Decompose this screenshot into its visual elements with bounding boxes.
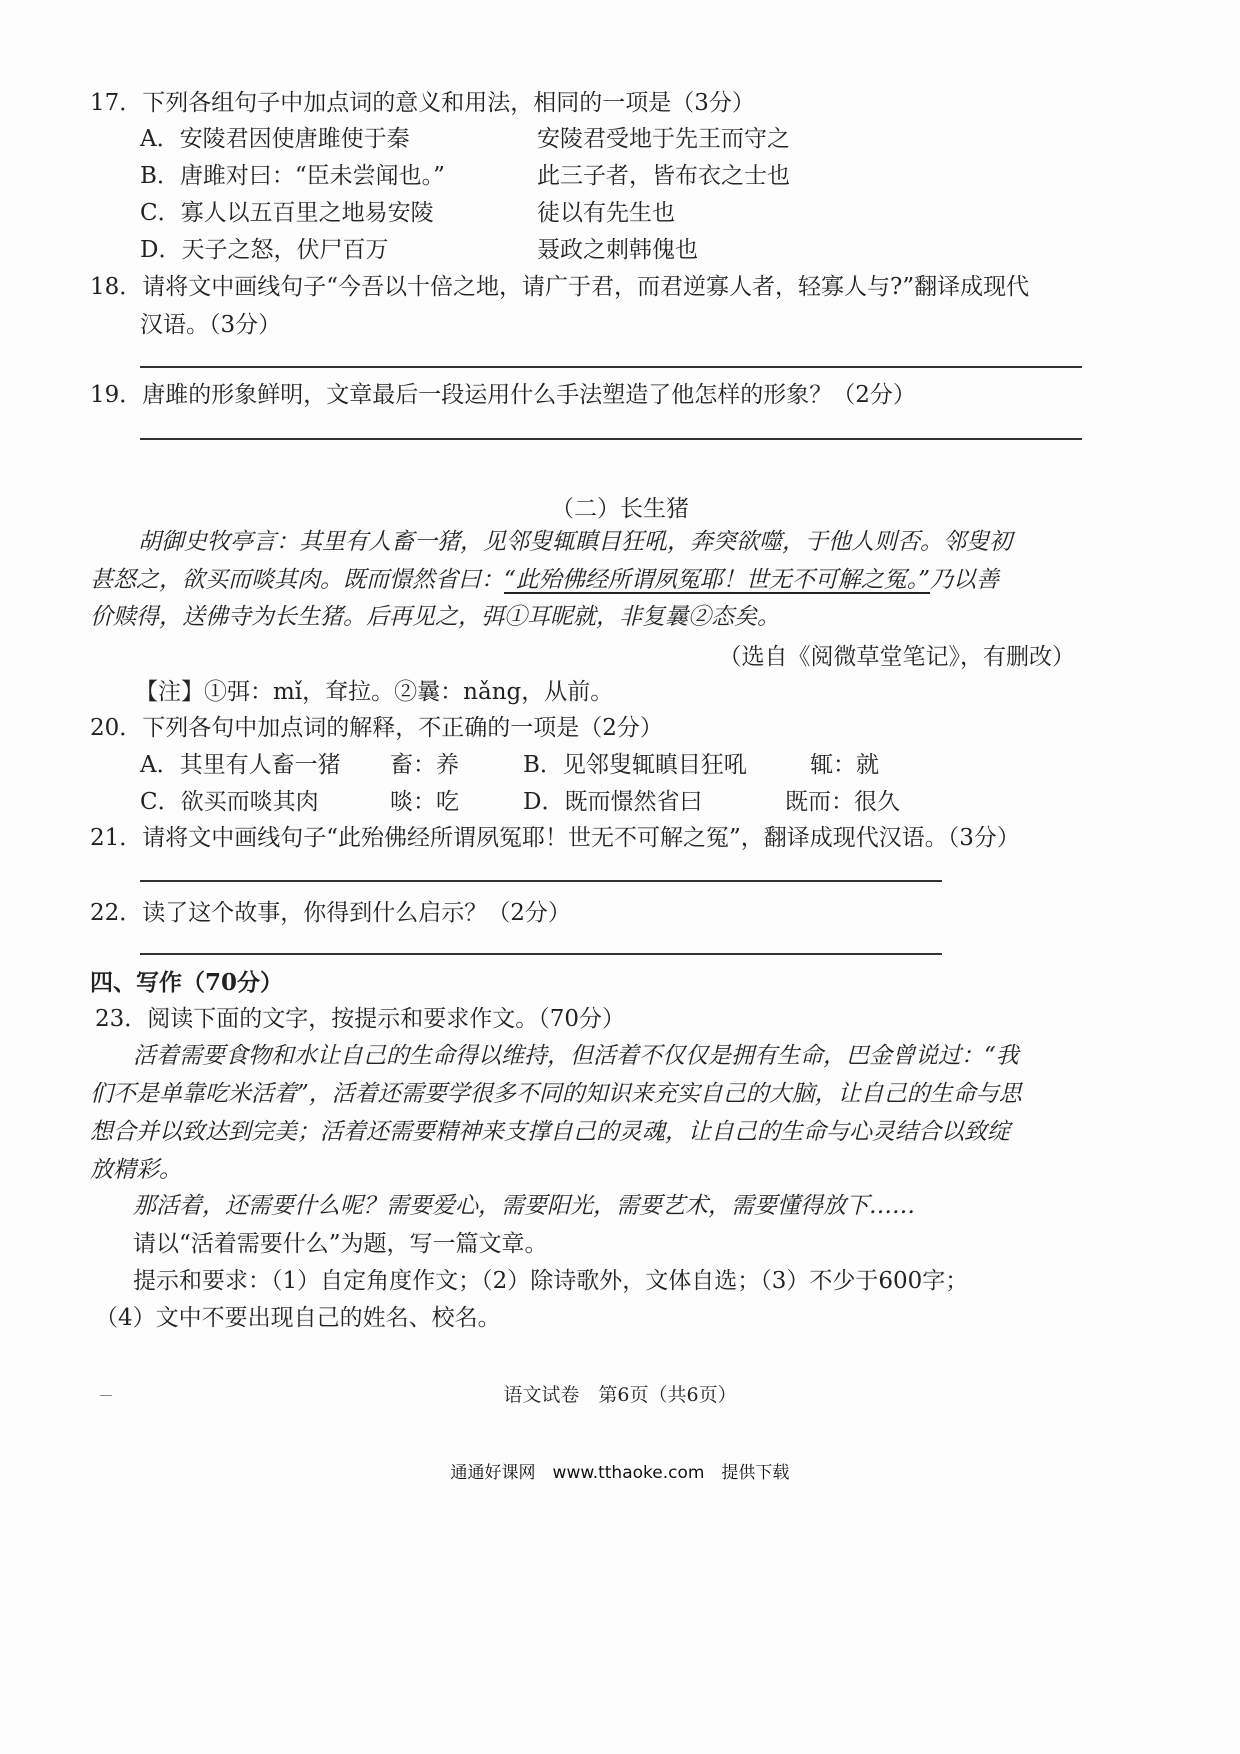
requirements-line-1: 提示和要求：（1）自定角度作文；（2）除诗歌外，文体自选；（3）不少于600字；: [133, 1268, 969, 1294]
prompt-paragraph-2: 那活着，还需要什么呢？需要爱心，需要阳光，需要艺术，需要懂得放下……: [133, 1193, 915, 1219]
q17-option-b-right: 此三子者，皆布衣之士也: [537, 163, 790, 189]
prompt-line-2: 们不是单靠吃米活着”，活着还需要学很多不同的知识来充实自己的大脑，让自己的生命与思: [90, 1081, 1022, 1107]
q17-option-d-left: D．天子之怒，伏尸百万: [140, 237, 389, 263]
q20-option-d: D．既而憬然省曰: [523, 789, 703, 815]
q17-stem: 17．下列各组句子中加点词的意义和用法，相同的一项是（3分）: [90, 90, 755, 116]
q17-option-b-left: B．唐雎对曰：“臣未尝闻也。”: [140, 163, 445, 189]
passage-note: 【注】①弭：mǐ，耷拉。②曩：nǎng，从前。: [135, 679, 614, 705]
passage-source: （选自《阅微草堂笔记》，有删改）: [718, 644, 1075, 670]
download-source-text: 通通好课网 www.tthaoke.com 提供下载: [450, 1463, 790, 1483]
q17-option-d-right: 聂政之刺韩傀也: [537, 237, 698, 263]
prompt-line-4: 放精彩。: [90, 1157, 182, 1183]
q22-stem: 22．读了这个故事，你得到什么启示？（2分）: [90, 900, 571, 926]
section2-title: （二）长生猪: [551, 496, 689, 522]
q23-stem: 23．阅读下面的文字，按提示和要求作文。（70分）: [95, 1006, 626, 1032]
q20-option-a: A．其里有人畜一猪: [140, 752, 341, 778]
q20-option-b: B．见邻叟辄瞋目狂吼: [523, 752, 747, 778]
q20-option-c: C．欲买而啖其肉: [140, 789, 319, 815]
prompt-paragraph-3: 请以“活着需要什么”为题，写一篇文章。: [133, 1231, 548, 1257]
writing-heading: 四、写作（70分）: [90, 969, 284, 996]
q20-option-c-explanation: 啖：吃: [390, 789, 459, 815]
q18-stem-line2: 汉语。（3分）: [140, 312, 282, 338]
passage-line-2a: 甚怒之，欲买而啖其肉。既而憬然省曰：: [90, 567, 504, 593]
passage-line-2: [90, 565, 999, 595]
q21-answer-line[interactable]: [140, 880, 942, 882]
prompt-line-1: 活着需要食物和水让自己的生命得以维持，但活着不仅仅是拥有生命，巴金曾说过：“我: [133, 1043, 1019, 1069]
q19-stem: 19．唐雎的形象鲜明，文章最后一段运用什么手法塑造了他怎样的形象？（2分）: [90, 382, 916, 408]
page-number-label: 语文试卷 第6页（共6页）: [503, 1384, 737, 1406]
q20-option-d-explanation: 既而：很久: [785, 789, 900, 815]
q20-stem: 20．下列各句中加点词的解释，不正确的一项是（2分）: [90, 715, 663, 741]
q20-option-a-explanation: 畜：养: [390, 752, 459, 778]
passage-line-3: 价赎得，送佛寺为长生猪。后再见之，弭①耳昵就，非复曩②态矣。: [90, 604, 780, 630]
passage-line-2c: 乃以善: [930, 567, 1000, 593]
q19-answer-line[interactable]: [140, 438, 1082, 440]
q18-answer-line[interactable]: [140, 366, 1082, 368]
q17-option-c-left: C．寡人以五百里之地易安陵: [140, 200, 434, 226]
requirements-line-2: （4）文中不要出现自己的姓名、校名。: [95, 1305, 501, 1331]
q21-stem: 21．请将文中画线句子“此殆佛经所谓夙冤耶！世无不可解之冤”，翻译成现代汉语。（3分）: [90, 825, 1020, 851]
q17-option-c-right: 徒以有先生也: [537, 200, 675, 226]
q17-option-a-right: 安陵君受地于先王而守之: [537, 126, 790, 152]
passage-line-1: 胡御史牧亭言：其里有人畜一猪，见邻叟辄瞋目狂吼，奔突欲噬，于他人则否。邻叟初: [138, 529, 1012, 555]
q18-stem-line1: 18．请将文中画线句子“今吾以十倍之地，请广于君，而君逆寡人者，轻寡人与?”翻译成现代: [90, 274, 1030, 300]
underlined-sentence: “此殆佛经所谓夙冤耶！世无不可解之冤。”: [504, 567, 931, 593]
q20-option-b-explanation: 辄：就: [810, 752, 879, 778]
prompt-line-3: 想合并以致达到完美；活着还需要精神来支撑自己的灵魂，让自己的生命与心灵结合以致绽: [90, 1119, 1010, 1145]
q17-option-a-left: A．安陵君因使唐雎使于秦: [140, 126, 410, 152]
q22-answer-line[interactable]: [140, 953, 942, 955]
